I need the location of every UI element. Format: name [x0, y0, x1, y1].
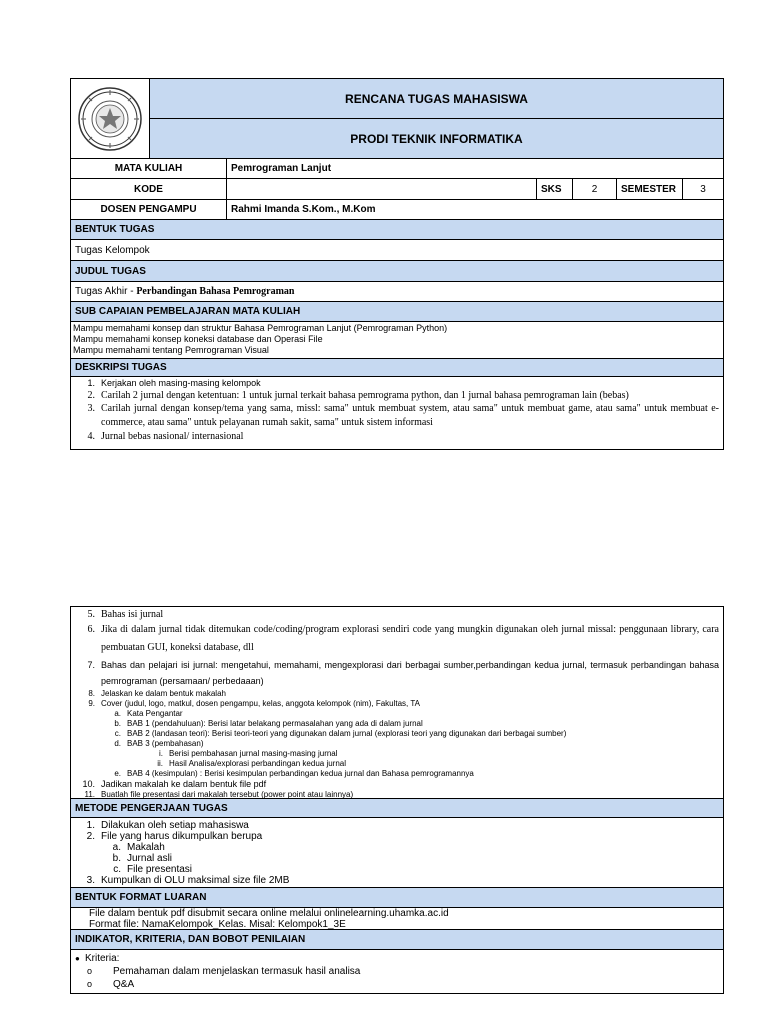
deskripsi-header: DESKRIPSI TUGAS	[71, 359, 723, 377]
criteria-bullet: ● Kriteria:	[75, 953, 120, 964]
format-luaran-header: BENTUK FORMAT LUARAN	[71, 888, 723, 908]
indikator-header: INDIKATOR, KRITERIA, DAN BOBOT PENILAIAN	[71, 930, 723, 950]
list-item: 11. Buatlah file presentasi dari makalah tersebut (power point atau lainnya)	[84, 790, 354, 799]
circle-bullet-icon: o	[87, 979, 93, 989]
circle-bullet-icon: o	[87, 966, 93, 976]
list-item: d. BAB 3 (pembahasan)	[114, 739, 204, 748]
mata-kuliah-value: Pemrograman Lanjut	[231, 163, 332, 174]
list-item: 5. Bahas isi jurnal	[87, 609, 164, 620]
list-item: 9. Cover (judul, logo, matkul, dosen pengampu, kelas, anggota kelompok (nim), Fakultas, TA	[88, 699, 420, 708]
bentuk-tugas-header: BENTUK TUGAS	[71, 220, 723, 240]
dosen-value: Rahmi Imanda S.Kom., M.Kom	[231, 204, 376, 215]
indikator-body	[71, 950, 723, 993]
judul-tugas-header: JUDUL TUGAS	[71, 261, 723, 282]
metode-header: METODE PENGERJAAN TUGAS	[71, 799, 723, 818]
criteria-sub-item: o Pemahaman dalam menjelaskan termasuk hasil analisa	[87, 966, 361, 977]
list-item: 1. Kerjakan oleh masing-masing kelompok	[87, 378, 261, 388]
sub-capaian-list	[71, 322, 723, 359]
deskripsi-list	[71, 377, 723, 449]
list-item: 6. Jika di dalam jurnal tidak ditemukan code/coding/program explorasi sendiri code yang mungkin digunakan oleh jurnal missal: penggunaan library, cara pembuatan GUI, koneksi database, dll	[87, 624, 719, 653]
dosen-row	[71, 200, 723, 220]
judul-value: Perbandingan Bahasa Pemrograman	[136, 286, 295, 297]
sub-capaian-line: Mampu memahami konsep koneksi database dan Operasi File	[73, 334, 323, 344]
semester-value: 3	[700, 183, 706, 195]
list-item: b. BAB 1 (pendahuluan): Berisi latar belakang permasalahan yang ada di dalam jurnal	[114, 719, 423, 728]
criteria-sub-item: o Q&A	[87, 979, 135, 990]
kode-value	[227, 179, 537, 199]
assignment-plan-table-continued	[70, 606, 724, 994]
kode-row	[71, 179, 723, 200]
department-title: PRODI TEKNIK INFORMATIKA	[150, 119, 723, 158]
list-item: 8. Jelaskan ke dalam bentuk makalah	[88, 689, 226, 698]
document-title: RENCANA TUGAS MAHASISWA	[150, 79, 723, 119]
judul-tugas-row	[71, 282, 723, 302]
list-item: a. Kata Pengantar	[114, 709, 183, 718]
list-item: 1. Dilakukan oleh setiap mahasiswa	[86, 820, 249, 831]
header-block	[71, 79, 723, 159]
metode-list	[71, 818, 723, 888]
bentuk-tugas-value: Tugas Kelompok	[71, 240, 723, 261]
list-item: 3. Carilah jurnal dengan konsep/tema yang sama, missl: sama" untuk membuat system, atau sama" untuk membuat game, atau sama" untuk membuat e-commerce, atau sama" untuk pelayanan rumah sakit, sama" untuk sistem informasi	[87, 403, 719, 428]
deskripsi-continued	[71, 607, 723, 799]
assignment-plan-table	[70, 78, 724, 450]
mata-kuliah-row	[71, 159, 723, 179]
list-item: 2. File yang harus dikumpulkan berupa	[86, 831, 263, 842]
logo-cell	[71, 79, 150, 158]
sks-label: SKS	[537, 179, 573, 199]
sks-value: 2	[573, 179, 617, 199]
university-seal-icon	[77, 86, 143, 152]
format-luaran-line: File dalam bentuk pdf disubmit secara online melalui onlinelearning.uhamka.ac.id	[89, 908, 449, 919]
list-item: c. BAB 2 (landasan teori): Berisi teori-teori yang digunakan dalam jurnal (explorasi teori yang digunakan dari berbagai sumber)	[114, 729, 567, 738]
judul-prefix: Tugas Akhir -	[75, 286, 137, 297]
list-item: 7. Bahas dan pelajari isi jurnal: mengetahui, memahami, mengexplorasi dari berbagai sumber,perbandingan kedua jurnal, termasuk perbandingan bahasa pemrograman (persamaan/ perbedaaan)	[87, 660, 719, 686]
kode-label: KODE	[71, 179, 227, 199]
sub-capaian-line: Mampu memahami tentang Pemrograman Visual	[73, 345, 269, 355]
list-item: 10. Jadikan makalah ke dalam bentuk file pdf	[82, 779, 267, 789]
format-luaran-body	[71, 908, 723, 930]
mata-kuliah-label: MATA KULIAH	[71, 159, 227, 178]
list-item: b. Jurnal asli	[112, 853, 173, 864]
list-item: 4. Jurnal bebas nasional/ internasional	[87, 431, 244, 442]
list-item: 2. Carilah 2 jurnal dengan ketentuan: 1 untuk jurnal terkait bahasa pemrograma python, dan 1 jurnal bahasa pemrograman lain (bebas)	[87, 390, 629, 401]
sub-capaian-header: SUB CAPAIAN PEMBELAJARAN MATA KULIAH	[71, 302, 723, 322]
semester-label: SEMESTER	[617, 179, 683, 199]
list-item: e. BAB 4 (kesimpulan) : Berisi kesimpulan perbandingan kedua jurnal dan Bahasa pemrogramannya	[114, 769, 474, 778]
list-item: i. Berisi pembahasan jurnal masing-masing jurnal	[159, 749, 338, 758]
list-item: ii. Hasil Analisa/explorasi perbandingan kedua jurnal	[157, 759, 347, 768]
sub-capaian-line: Mampu memahami konsep dan struktur Bahasa Pemrograman Lanjut (Pemrograman Python)	[73, 323, 448, 333]
list-item: a. Makalah	[112, 842, 165, 853]
list-item: c. File presentasi	[113, 864, 193, 875]
list-item: 3. Kumpulkan di OLU maksimal size file 2MB	[86, 875, 290, 886]
format-luaran-line: Format file: NamaKelompok_Kelas. Misal: Kelompok1_3E	[89, 919, 346, 930]
bullet-icon: ●	[75, 954, 80, 963]
dosen-label: DOSEN PENGAMPU	[71, 200, 227, 219]
